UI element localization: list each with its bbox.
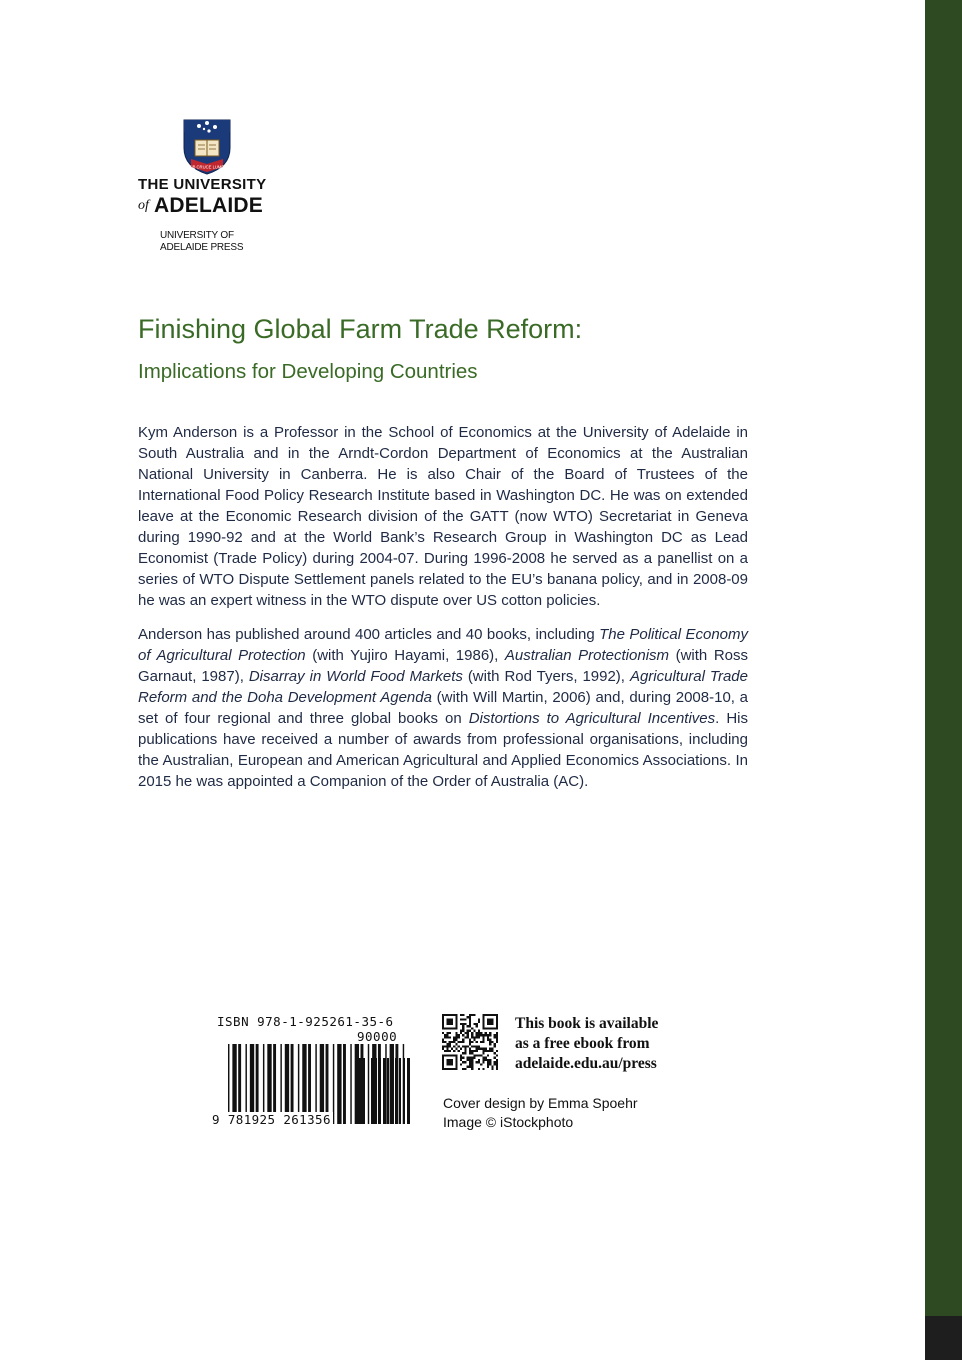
ean-number: 9 781925 261356	[212, 1112, 331, 1127]
book-reference: Agricultural Trade Reform and the Doha Development Agenda	[138, 668, 748, 706]
book-reference: Disarray in World Food Markets	[248, 668, 463, 685]
book-title: Finishing Global Farm Trade Reform:	[138, 314, 583, 344]
press-name	[160, 230, 243, 254]
book-reference: Australian Protectionism	[504, 647, 670, 664]
press-name-line2: ADELAIDE PRESS	[160, 242, 244, 253]
cover-design-credit: Cover design by Emma Spoehr	[443, 1095, 638, 1111]
book-reference: Distortions to Agricultural Incentives	[468, 710, 716, 727]
university-crest-icon	[180, 118, 234, 176]
cover-credits	[443, 1094, 638, 1132]
bio-paragraph-2	[138, 624, 748, 792]
press-name-line1: UNIVERSITY OF	[160, 230, 234, 241]
bio-text: (with Will Martin, 2006) and, during 2008-10, a set of four regional and three global books on	[138, 689, 748, 727]
author-bio	[138, 422, 748, 805]
ebook-notice-url: adelaide.edu.au/press	[515, 1055, 657, 1072]
bio-text: Anderson has published around 400 articles and 40 books, including	[138, 626, 600, 643]
university-name-line2: ADELAIDE	[154, 194, 263, 217]
bio-text: . His publications have received a number of awards from professional organisations, including the Australian, European and American Agricultural and Applied Economics Associations. In 2015 he was appointed a Companion of the Order of Australia (AC).	[138, 710, 748, 790]
crest-motto: SUB CRUCE LUMEN	[186, 164, 228, 170]
image-credit: Image © iStockphoto	[443, 1114, 574, 1130]
ebook-notice	[515, 1014, 658, 1074]
isbn-number: ISBN 978-1-925261-35-6	[217, 1014, 394, 1029]
spine-strip	[925, 0, 962, 1316]
spine-footer-block	[925, 1316, 962, 1360]
university-name-of: of	[138, 198, 149, 213]
price-code: 90000	[357, 1029, 398, 1044]
bio-text: (with Rod Tyers, 1992),	[462, 668, 630, 685]
ebook-notice-line2: as a free ebook from	[515, 1035, 650, 1052]
bio-text: (with Ross Garnaut, 1987),	[138, 647, 748, 685]
ebook-notice-line1: This book is available	[515, 1015, 659, 1032]
book-reference: The Political Economy of Agricultural Protection	[138, 626, 748, 664]
bio-paragraph-1: Kym Anderson is a Professor in the School of Economics at the University of Adelaide in South Australia and in the Arndt-Cordon Department of Economics at the Australian National University in Canberra. He is also Chair of the Board of Trustees of the International Food Policy Research Institute based in Washington DC. He was on extended leave at the Economic Research division of the GATT (now WTO) Secretariat in Geneva during 1990-92 and at the World Bank’s Research Group in Washington DC as Lead Economist (Trade Policy) during 2004-07. During 1996-2008 he served as a panellist on a series of WTO Dispute Settlement panels related to the EU’s banana policy, and in 2008-09 he was an expert witness in the WTO dispute over US cotton policies.	[138, 424, 748, 609]
book-subtitle: Implications for Developing Countries	[138, 360, 478, 383]
bio-text: (with Yujiro Hayami, 1986),	[305, 647, 505, 664]
university-name-line1: THE UNIVERSITY	[138, 176, 267, 193]
qr-code-icon	[442, 1014, 498, 1070]
addon-barcode-bars-icon	[356, 1058, 410, 1124]
